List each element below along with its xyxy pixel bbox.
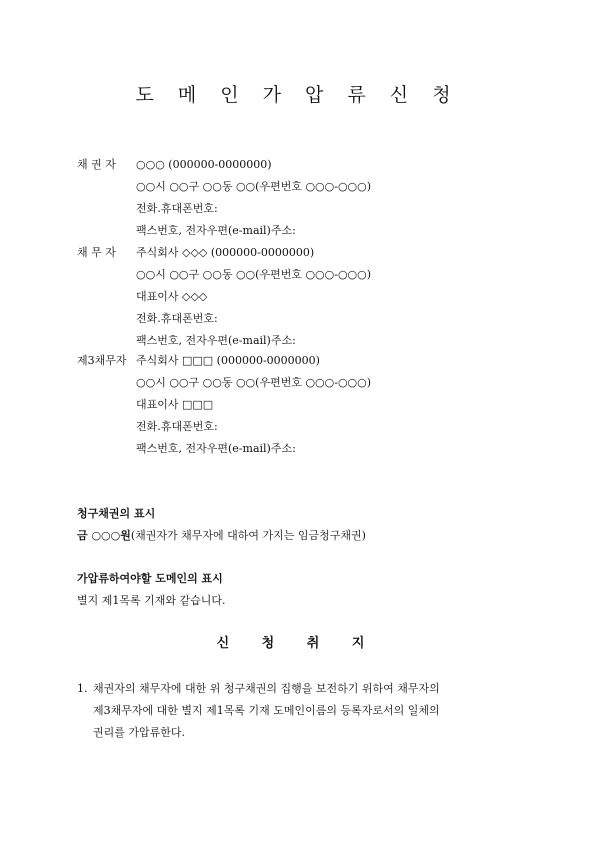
- creditor-label: 채 권 자: [77, 158, 116, 171]
- creditor-phone: 전화․휴대폰번호:: [136, 202, 218, 215]
- claim-amount-description: (채권자가 채무자에 대하여 가지는 임금청구채권): [130, 529, 366, 542]
- document-title: 도 메 인 가 압 류 신 청: [135, 84, 460, 106]
- creditor-fax-email: 팩스번호, 전자우편(e-mail)주소:: [136, 224, 296, 237]
- third-debtor-fax-email: 팩스번호, 전자우편(e-mail)주소:: [136, 442, 296, 455]
- purpose-line-2: 제3채무자에 대한 별지 제1목록 기재 도메인이름의 등록자로서의 일체의: [93, 704, 440, 717]
- domain-heading: 가압류하여야할 도메인의 표시: [77, 572, 223, 585]
- purpose-item-number: 1.: [77, 682, 88, 695]
- third-debtor-label: 제3채무자: [77, 354, 127, 367]
- third-debtor-representative: 대표이사 □□□: [136, 398, 214, 411]
- debtor-phone: 전화․휴대폰번호:: [136, 312, 218, 325]
- third-debtor-address: ○○시 ○○구 ○○동 ○○(우편번호 ○○○-○○○): [136, 376, 372, 389]
- debtor-fax-email: 팩스번호, 전자우편(e-mail)주소:: [136, 334, 296, 347]
- third-debtor-name: 주식회사 □□□ (000000-0000000): [136, 354, 320, 367]
- purpose-heading: 신 청 취 지: [216, 636, 379, 651]
- domain-text: 별지 제1목록 기재와 같습니다.: [77, 594, 226, 607]
- creditor-address: ○○시 ○○구 ○○동 ○○(우편번호 ○○○-○○○): [136, 180, 372, 193]
- creditor-name: ○○○ (000000-0000000): [136, 158, 272, 171]
- claim-amount: [77, 529, 366, 543]
- purpose-line-3: 권리를 가압류한다.: [93, 726, 186, 739]
- third-debtor-phone: 전화․휴대폰번호:: [136, 420, 218, 433]
- claim-amount-value: 금 ○○○원: [77, 529, 131, 542]
- debtor-name: 주식회사 ◇◇◇ (000000-0000000): [136, 246, 315, 259]
- debtor-representative: 대표이사 ◇◇◇: [136, 290, 208, 303]
- debtor-label: 채 무 자: [77, 246, 116, 259]
- claim-heading: 청구채권의 표시: [77, 507, 156, 520]
- purpose-line-1: 채권자의 채무자에 대한 위 청구채권의 집행을 보전하기 위하여 채무자의: [93, 682, 440, 695]
- debtor-address: ○○시 ○○구 ○○동 ○○(우편번호 ○○○-○○○): [136, 268, 372, 281]
